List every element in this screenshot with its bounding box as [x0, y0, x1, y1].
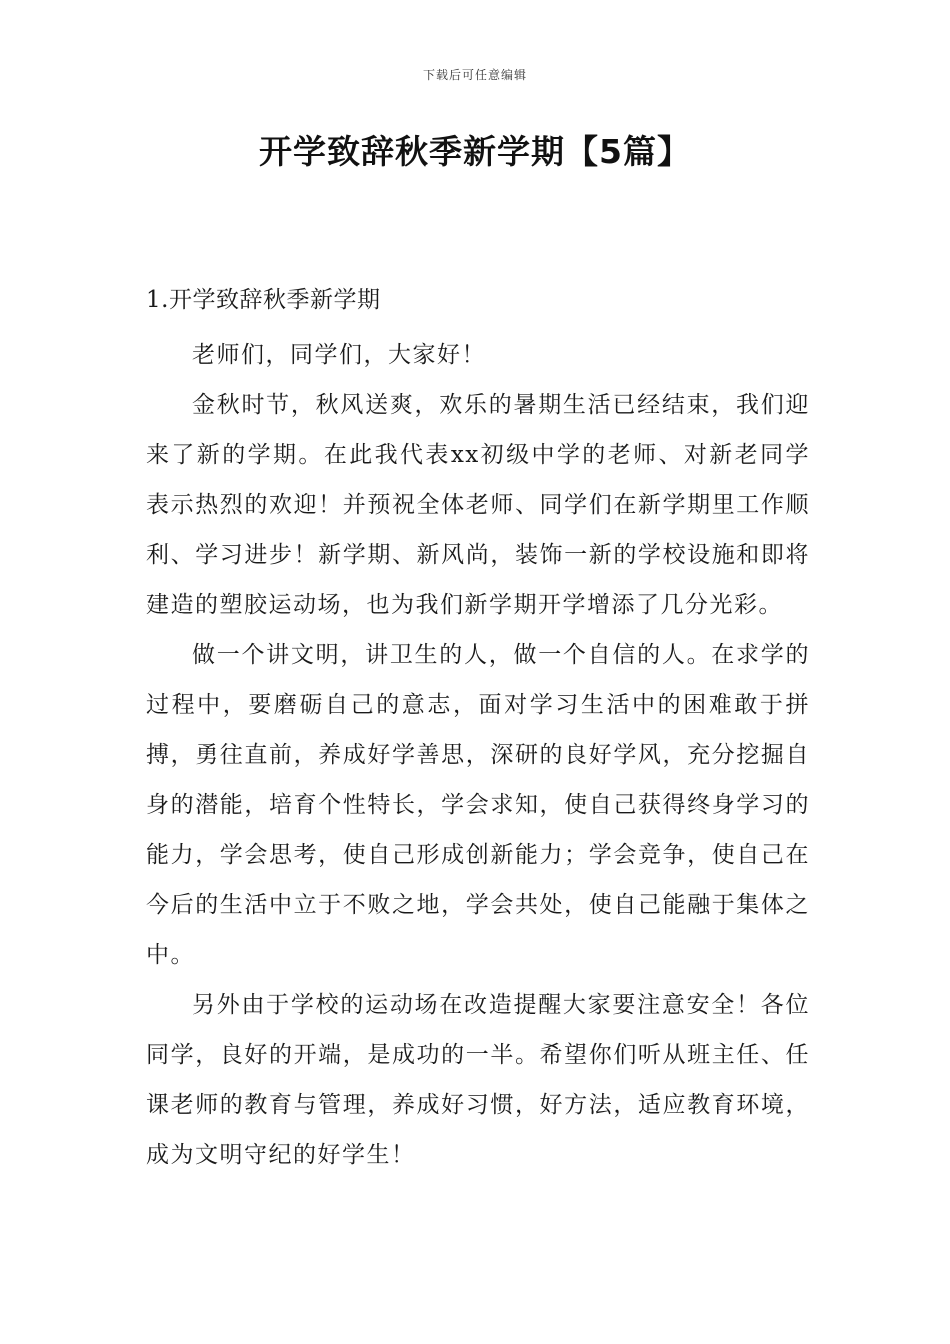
- body-paragraph: 金秋时节，秋风送爽，欢乐的暑期生活已经结束，我们迎来了新的学期。在此我代表xx初级中学的老师、对新老同学表示热烈的欢迎！并预祝全体老师、同学们在新学期里工作顺利、学习进步！新学期、新风尚，装饰一新的学校设施和即将建造的塑胶运动场，也为我们新学期开学增添了几分光彩。: [146, 392, 810, 618]
- section-heading: 1.开学致辞秋季新学期: [146, 287, 381, 313]
- greeting-paragraph: 老师们，同学们，大家好！: [192, 342, 486, 368]
- header-note: 下载后可任意编辑: [422, 68, 527, 82]
- document-title: 开学致辞秋季新学期【5篇】: [259, 132, 691, 171]
- document-body: [146, 280, 810, 1180]
- body-paragraph: 另外由于学校的运动场在改造提醒大家要注意安全！各位同学，良好的开端，是成功的一半。希望你们听从班主任、任课老师的教育与管理，养成好习惯，好方法，适应教育环境，成为文明守纪的好学生！: [146, 992, 810, 1168]
- body-paragraph: 做一个讲文明，讲卫生的人，做一个自信的人。在求学的过程中，要磨砺自己的意志，面对学习生活中的困难敢于拼搏，勇往直前，养成好学善思，深研的良好学风，充分挖掘自身的潜能，培育个性特长，学会求知，使自己获得终身学习的能力，学会思考，使自己形成创新能力；学会竞争，使自己在今后的生活中立于不败之地，学会共处，使自己能融于集体之中。: [146, 642, 810, 968]
